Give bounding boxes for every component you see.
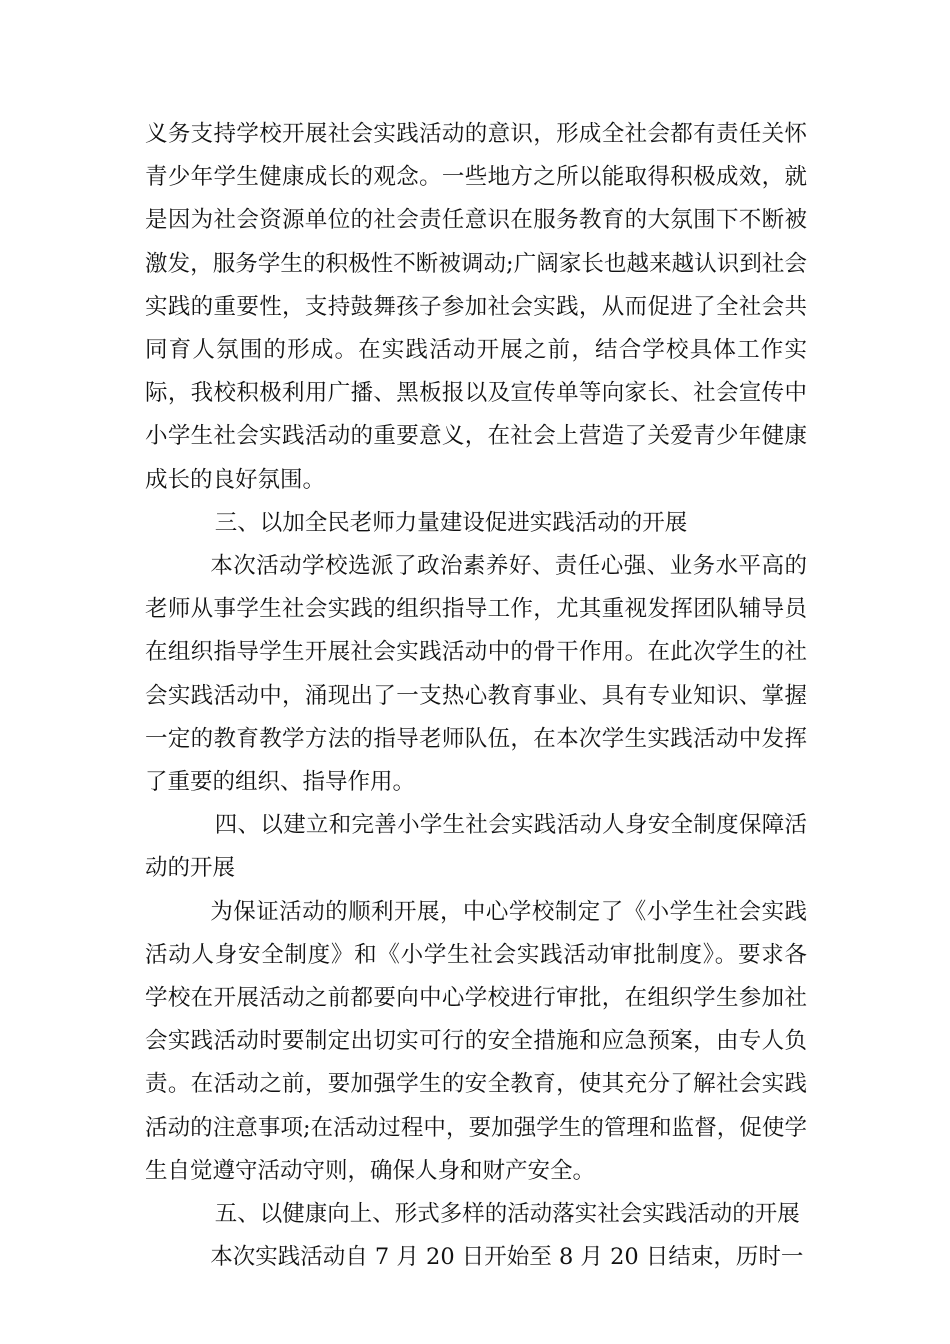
paragraph-section-three: 本次活动学校选派了政治素养好、责任心强、业务水平高的老师从事学生社会实践的组织指导工作，尤其重视发挥团队辅导员在组织指导学生开展社会实践活动中的骨干作用。在此次学生的社会实践活动中，涌现出了一支热心教育事业、具有专业知识、掌握一定的教育教学方法的指导老师队伍，在本次学生实践活动中发挥了重要的组织、指导作用。 — [145, 553, 807, 796]
section-heading-five: 五、以健康向上、形式多样的活动落实社会实践活动的开展 — [214, 1201, 800, 1228]
paragraph-section-five: 本次实践活动自 7 月 20 日开始至 8 月 20 日结束，历时一 — [210, 1244, 804, 1271]
paragraph-section-four: 为保证活动的顺利开展，中心学校制定了《小学生社会实践活动人身安全制度》和《小学生社会实践活动审批制度》。要求各学校在开展活动之前都要向中心学校进行审批，在组织学生参加社会实践活动时要制定出切实可行的安全措施和应急预案，由专人负责。在活动之前，要加强学生的安全教育，使其充分了解社会实践活动的注意事项;在活动过程中，要加强学生的管理和监督，促使学生自觉遵守活动守则，确保人身和财产安全。 — [145, 898, 807, 1184]
paragraph-intro-continuation: 义务支持学校开展社会实践活动的意识，形成全社会都有责任关怀青少年学生健康成长的观念。一些地方之所以能取得积极成效，就是因为社会资源单位的社会责任意识在服务教育的大氛围下不断被激发，服务学生的积极性不断被调动;广阔家长也越来越认识到社会实践的重要性，支持鼓舞孩子参加社会实践，从而促进了全社会共同育人氛围的形成。在实践活动开展之前，结合学校具体工作实际，我校积极利用广播、黑板报以及宣传单等向家长、社会宣传中小学生社会实践活动的重要意义，在社会上营造了关爱青少年健康成长的良好氛围。 — [145, 121, 807, 493]
document-page — [145, 113, 807, 1279]
section-heading-three: 三、以加全民老师力量建设促进实践活动的开展 — [214, 509, 688, 536]
section-heading-four: 四、以建立和完善小学生社会实践活动人身安全制度保障活动的开展 — [145, 812, 807, 882]
